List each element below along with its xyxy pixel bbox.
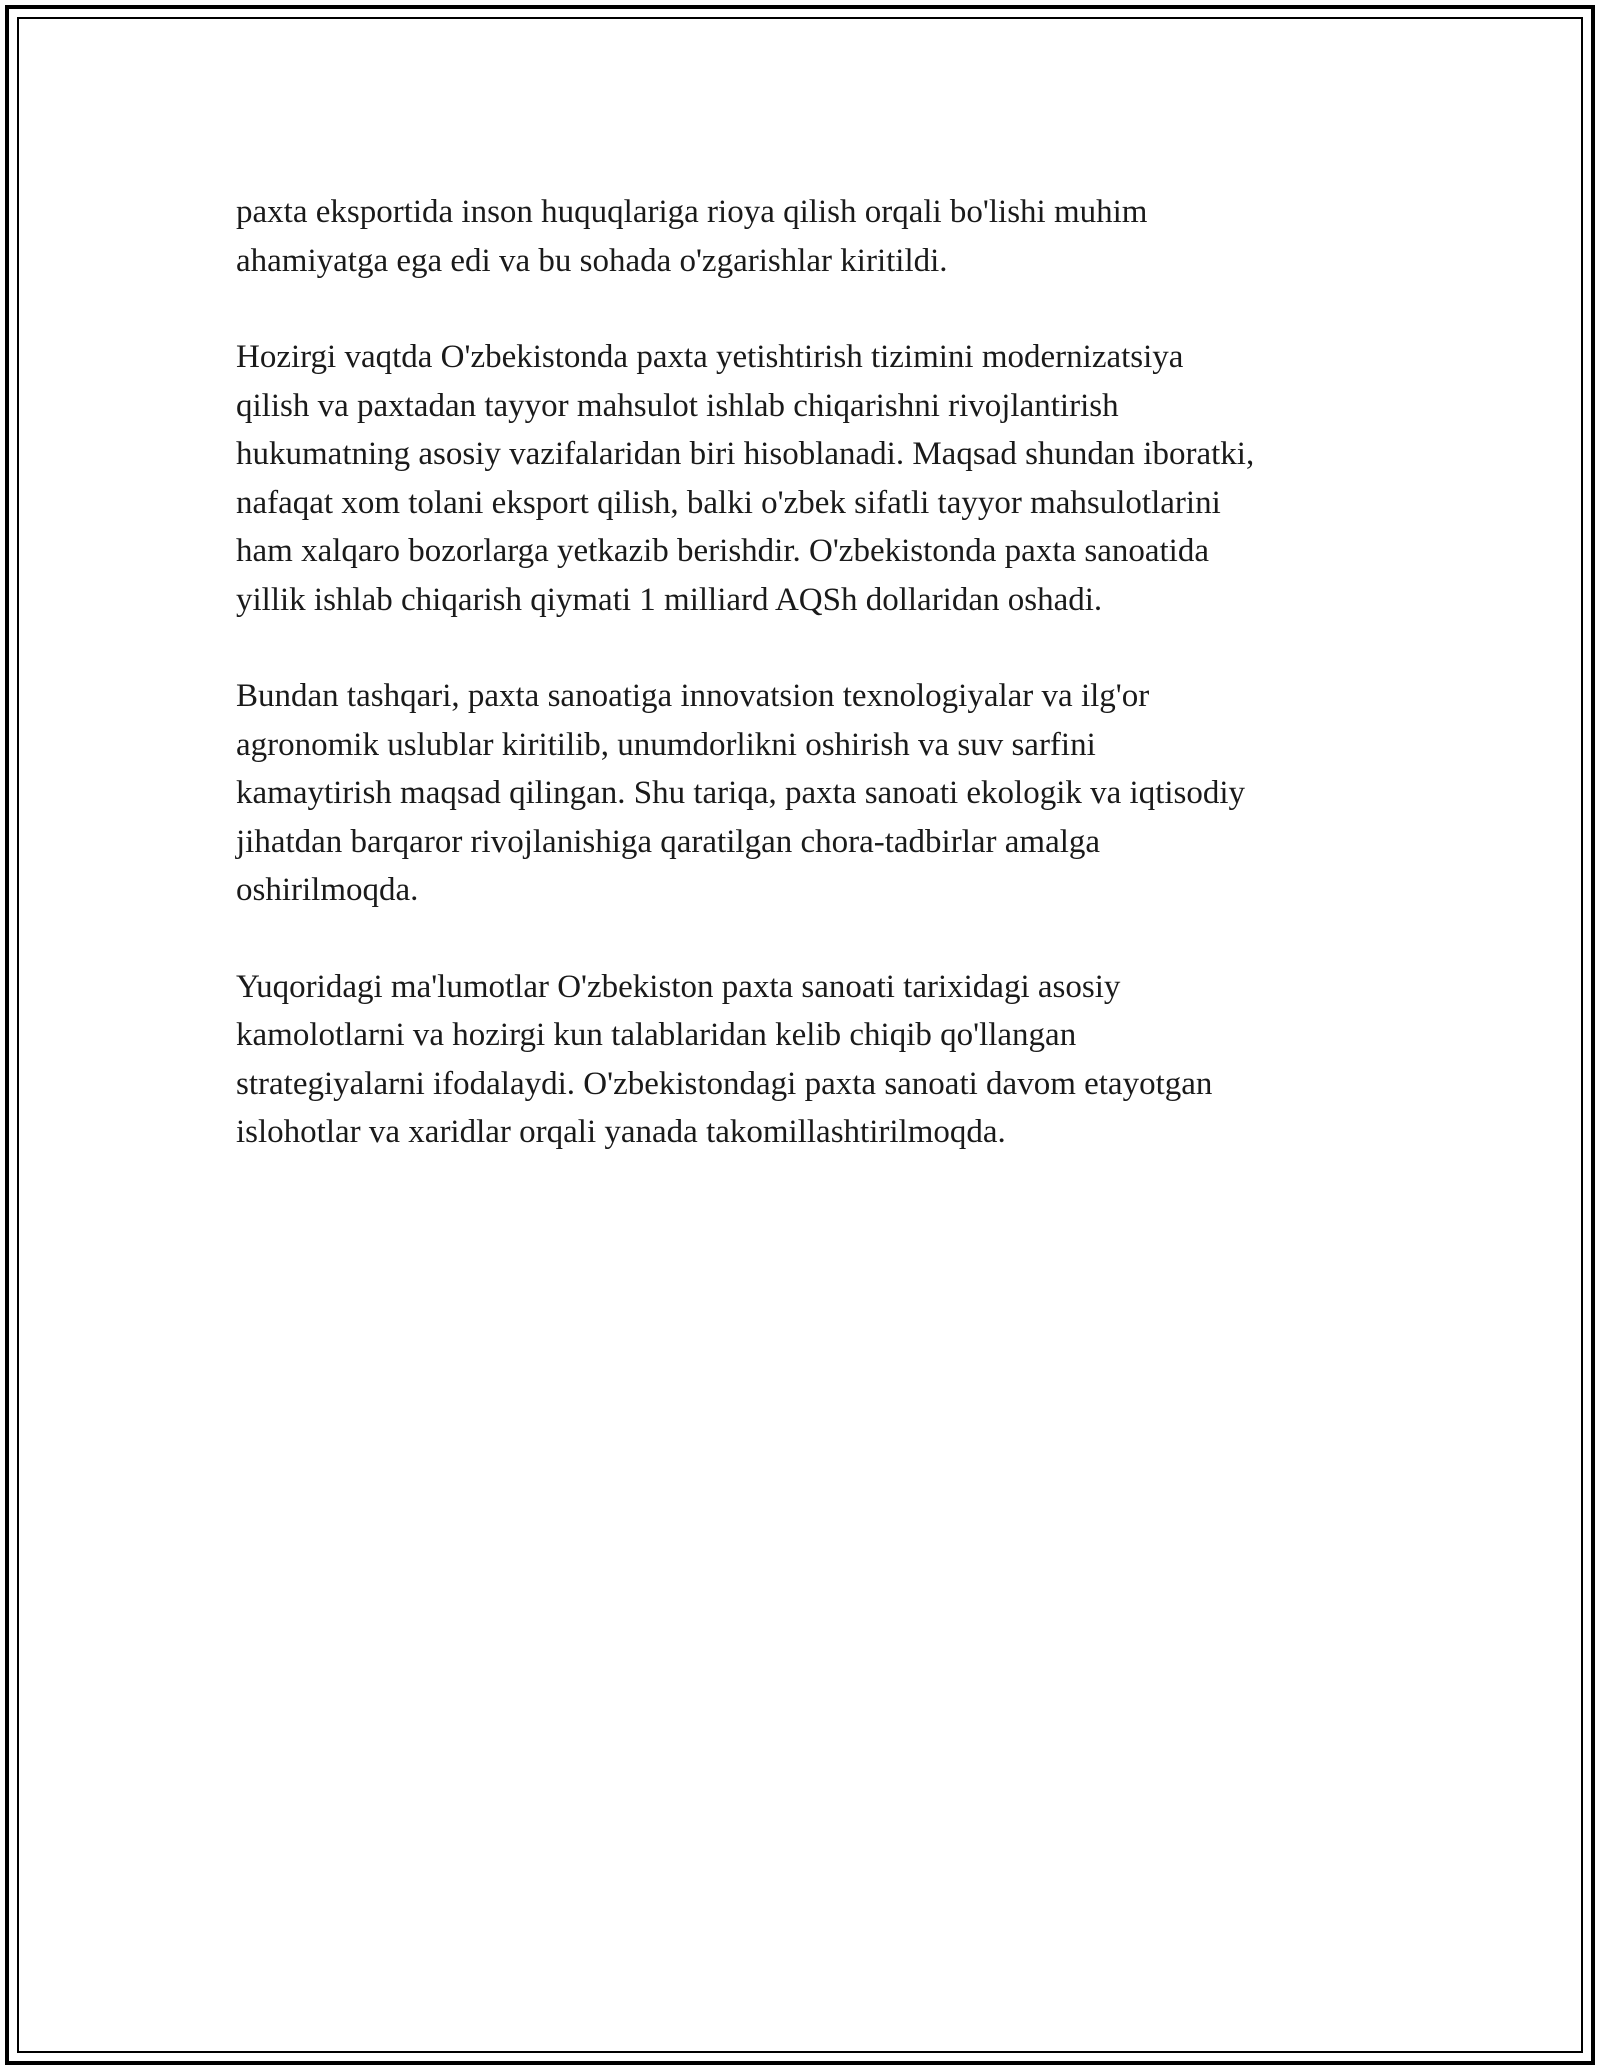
paragraph-4: Yuqoridagi ma'lumotlar O'zbekiston paxta sanoati tarixidagi asosiy kamolotlarni va hozirgi kun talablaridan kelib chiqib qo'llangan strategiyalarni ifodalaydi. O'zbekistondagi paxta sanoati davom etayotgan islohotlar va xaridlar orqali yanada takomillashtirilmoqda. — [236, 968, 1213, 1150]
paragraph-2: Hozirgi vaqtda O'zbekistonda paxta yetishtirish tizimini modernizatsiya qilish va paxtadan tayyor mahsulot ishlab chiqarishni rivojlantirish hukumatning asosiy vazifalaridan biri hisoblanadi. Maqsad shundan iboratki, nafaqat xom tolani eksport qilish, balki o'zbek sifatli tayyor mahsulotlarini ham xalqaro bozorlarga yetkazib berishdir. O'zbekistonda paxta sanoatida yillik ishlab chiqarish qiymati 1 milliard AQSh dollaridan oshadi. — [236, 339, 1255, 618]
document-body — [236, 188, 1416, 1205]
paragraph-1: paxta eksportida inson huquqlariga rioya qilish orqali bo'lishi muhim ahamiyatga ega edi va bu sohada o'zgarishlar kiritildi. — [236, 194, 1148, 279]
paragraph-3: Bundan tashqari, paxta sanoatiga innovatsion texnologiyalar va ilg'or agronomik uslublar kiritilib, unumdorlikni oshirish va suv sarfini kamaytirish maqsad qilingan. Shu tariqa, paxta sanoati ekologik va iqtisodiy jihatdan barqaror rivojlanishiga qaratilgan chora-tadbirlar amalga oshirilmoqda. — [236, 678, 1246, 908]
